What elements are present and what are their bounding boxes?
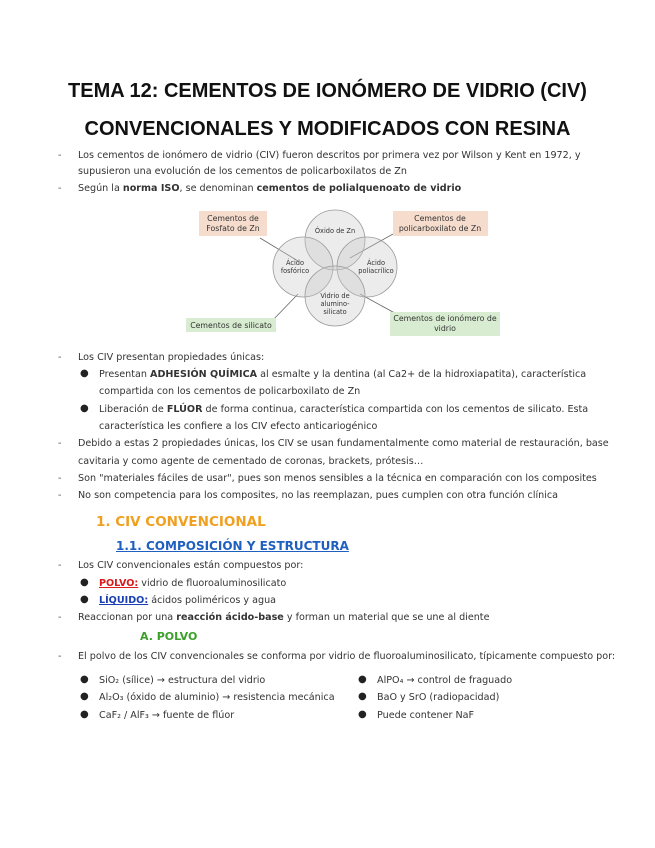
dash-bullet: - — [58, 490, 62, 501]
circle-phosphoric-acid-label-2: fosfórico — [280, 267, 310, 275]
property-2-line-2: característica les confiere a los CIV efecto anticariogénico — [99, 421, 378, 432]
dash-bullet: - — [58, 612, 62, 623]
polvo-item: POLVO: vidrio de fluoroaluminosilicato — [99, 578, 287, 589]
dash-bullet: - — [58, 150, 62, 161]
intro-paragraph-1b: supusieron una evolución de los cementos de policarboxilatos de Zn — [78, 166, 407, 177]
round-bullet: ● — [358, 709, 367, 720]
uses-line-1: Debido a estas 2 propiedades únicas, los CIV se usan fundamentalmente como material de restauración, base — [78, 438, 609, 449]
properties-lead: Los CIV presentan propiedades únicas: — [78, 352, 265, 363]
box-zinc-polycarboxylate-text-1: Cementos de — [414, 214, 466, 223]
circle-zinc-oxide-label: Óxido de Zn — [314, 227, 356, 235]
round-bullet: ● — [80, 594, 89, 605]
circle-polyacrylic-acid-label-2: poliacrílico — [358, 267, 394, 275]
dash-bullet: - — [58, 473, 62, 484]
box-glass-ionomer-text-2: vidrio — [434, 324, 456, 333]
powder-item-right-1: AlPO₄ → control de fraguado — [377, 675, 513, 686]
not-competition-line: No son competencia para los composites, no las reemplazan, pues cumplen con otra función clínica — [78, 490, 559, 501]
connector-line — [272, 294, 298, 321]
round-bullet: ● — [80, 403, 89, 414]
powder-lead: El polvo de los CIV convencionales se conforma por vidrio de fluoroaluminosilicato, típicamente compuesto por: — [78, 651, 616, 662]
dash-bullet: - — [58, 438, 62, 449]
circle-glass-label-1: Vidrio de — [320, 292, 350, 300]
box-zinc-phosphate-text-1: Cementos de — [207, 214, 259, 223]
round-bullet: ● — [80, 577, 89, 588]
title-line-1: TEMA 12: CEMENTOS DE IONÓMERO DE VIDRIO (CIV) — [68, 80, 587, 102]
circle-phosphoric-acid-label-1: Ácido — [285, 259, 305, 267]
powder-item-left-1: SiO₂ (sílice) → estructura del vidrio — [99, 675, 266, 686]
title-line-2: CONVENCIONALES Y MODIFICADOS CON RESINA — [84, 118, 571, 140]
intro-paragraph-2: Según la norma ISO, se denominan cementos de polialquenoato de vidrio — [78, 183, 462, 194]
dash-bullet: - — [58, 651, 62, 662]
powder-item-right-2: BaO y SrO (radiopacidad) — [377, 692, 500, 703]
dash-bullet: - — [58, 560, 62, 571]
subsection-heading-polvo: A. POLVO — [140, 630, 198, 643]
property-1-line-2: compartida con los cementos de policarboxilato de Zn — [99, 386, 361, 397]
round-bullet: ● — [80, 368, 89, 379]
intro-paragraph-1a: Los cementos de ionómero de vidrio (CIV) fueron descritos por primera vez por Wilson y Kent en 1972, y — [78, 150, 581, 161]
circle-polyacrylic-acid-label-1: Ácido — [366, 259, 386, 267]
round-bullet: ● — [80, 674, 89, 685]
box-zinc-phosphate-text-2: Fosfato de Zn — [206, 224, 260, 233]
powder-item-right-3: Puede contener NaF — [377, 710, 475, 721]
liquido-item: LÍQUIDO: ácidos poliméricos y agua — [99, 595, 277, 606]
property-1-line-1: Presentan ADHESIÓN QUÍMICA al esmalte y la dentina (al Ca2+ de la hidroxiapatita), característica — [99, 369, 587, 380]
round-bullet: ● — [80, 709, 89, 720]
circle-glass-label-3: silicato — [323, 308, 347, 316]
cement-venn-diagram — [180, 206, 500, 338]
section-heading-civ-convencional: 1. CIV CONVENCIONAL — [96, 514, 266, 530]
round-bullet: ● — [80, 691, 89, 702]
box-zinc-polycarboxylate-text-2: policarboxilato de Zn — [398, 224, 482, 233]
dash-bullet: - — [58, 352, 62, 363]
round-bullet: ● — [358, 691, 367, 702]
subsection-heading-composicion: 1.1. COMPOSICIÓN Y ESTRUCTURA — [116, 539, 349, 553]
circle-glass-label-2: alumino- — [320, 300, 350, 308]
box-silicate-text: Cementos de silicato — [190, 321, 272, 330]
box-glass-ionomer-text-1: Cementos de ionómero de — [393, 314, 497, 323]
powder-item-left-3: CaF₂ / AlF₃ → fuente de flúor — [99, 710, 235, 721]
easy-use-line: Son "materiales fáciles de usar", pues son menos sensibles a la técnica en comparación con los composites — [78, 473, 597, 484]
powder-item-left-2: Al₂O₃ (óxido de aluminio) → resistencia mecánica — [99, 692, 335, 703]
uses-line-2: cavitaria y como agente de cementado de coronas, brackets, prótesis… — [78, 456, 424, 467]
composition-lead: Los CIV convencionales están compuestos por: — [78, 560, 304, 571]
reaction-line: Reaccionan por una reacción ácido-base y forman un material que se une al diente — [78, 612, 490, 623]
dash-bullet: - — [58, 183, 62, 194]
property-2-line-1: Liberación de FLÚOR de forma continua, característica compartida con los cementos de silicato. Esta — [99, 404, 589, 415]
round-bullet: ● — [358, 674, 367, 685]
